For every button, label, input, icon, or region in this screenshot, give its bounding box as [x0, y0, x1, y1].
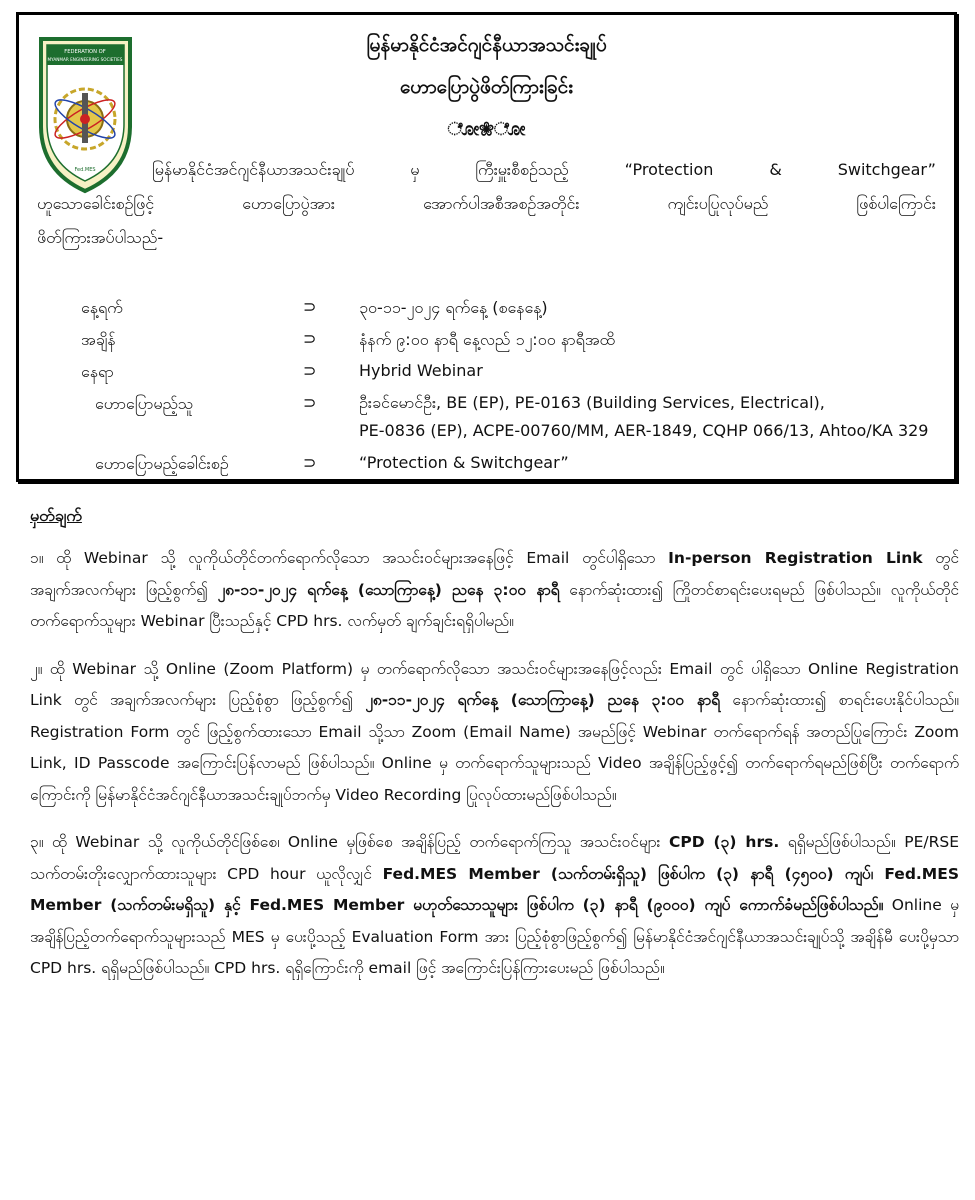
intro-line-2	[37, 187, 936, 221]
venue-label: နေရာ	[81, 362, 114, 381]
date-value: ၃၀-၁၁-၂၀၂၄ ရက်နေ့ (စနေနေ့)	[359, 298, 548, 317]
intro-word: ဟူသောခေါင်းစဉ်ဖြင့်	[37, 194, 155, 213]
intro-word: ဟောပြောပွဲအား	[242, 194, 335, 213]
document-title: မြန်မာနိုင်ငံအင်ဂျင်နီယာအသင်းချုပ်	[366, 34, 607, 56]
fee-text: Fed.MES Member (သက်တမ်းရှိသူ) ဖြစ်ပါက (၃) နာရီ (၄၅၀၀) ကျပ်၊ Fed.MES Member (သက်တမ်းမရှိသူ) နှင့် Fed.MES Member မဟုတ်သောသူများ ဖြစ်ပါက (၃) နာရီ (၉၀၀၀) ကျပ် ကောက်ခံမည်ဖြစ်ပါသည်။	[30, 864, 959, 914]
invitation-box	[16, 12, 957, 482]
registration-link-text: In-person Registration Link	[668, 549, 923, 567]
svg-text:Fed.MES: Fed.MES	[74, 167, 96, 173]
deadline-text: ၂၈-၁၁-၂၀၂၄ ရက်နေ့ (သောကြာနေ့) ညနေ ၃:၀၀ နာရီ	[365, 691, 721, 709]
notes-heading: မှတ်ချက်	[30, 506, 82, 525]
deadline-text: ၂၈-၁၁-၂၀၂၄ ရက်နေ့ (သောကြာနေ့) ညနေ ၃:၀၀ နာရီ	[217, 580, 560, 599]
topic-label: ဟောပြောမည့်ခေါင်းစဉ်	[95, 454, 229, 473]
ornament: ೋ❀ೋ	[447, 119, 526, 140]
note-paragraph-3	[30, 827, 959, 985]
speaker-value	[359, 389, 928, 445]
note-text: ၁။ ထို Webinar သို့ လူကိုယ်တိုင်တက်ရောက်လိုသော အသင်းဝင်များအနေဖြင့် Email တွင်ပါရှိသော	[30, 549, 669, 567]
note-text: ၃။ ထို Webinar သို့ လူကိုယ်တိုင်ဖြစ်စေ၊ Online မှဖြစ်စေ အချိန်ပြည့် တက်ရောက်ကြသူ အသင်းဝင်များ	[30, 833, 669, 851]
intro-word: ဖြစ်ပါကြောင်း	[856, 194, 936, 213]
separator-icon: ⊃	[303, 297, 317, 316]
topic-value: “Protection & Switchgear”	[359, 453, 569, 472]
time-label: အချိန်	[81, 330, 116, 349]
note-paragraph-1	[30, 543, 959, 638]
note-text: နောက်ဆုံးထား၍ ကြိုတင်စာရင်းပေးရမည် ဖြစ်ပါသည်။ လူကိုယ်တိုင် တက်ရောက်သူများ Webinar ပြီးသည်နှင့် CPD hrs. လက်မှတ် ချက်ချင်းရရှိပါမည်။	[30, 580, 959, 630]
note-paragraph-2	[30, 654, 959, 812]
note-text: နောက်ဆုံးထား၍ စာရင်းပေးနိုင်ပါသည်။ Registration Form တွင် ဖြည့်စွက်ထားသော Email သို့သာ Zoom (Email Name) အမည်ဖြင့် Webinar တက်ရောက်ရန် အတည်ပြုကြောင်း Zoom Link, ID Passcode အကြောင်းပြန်လာမည် ဖြစ်ပါသည်။ Online မှ တက်ရောက်သူများသည် Video အချိန်ပြည့်ဖွင့်၍ တက်ရောက်ရမည်ဖြစ်ပြီး တက်ရောက်ကြောင်းကို မြန်မာနိုင်ငံအင်ဂျင်နီယာအသင်းချုပ်ဘက်မှ Video Recording ပြုလုပ်ထားမည်ဖြစ်ပါသည်။	[30, 691, 959, 804]
time-value: နံနက် ၉:၀၀ နာရီ နေ့လည် ၁၂:၀၀ နာရီအထိ	[359, 330, 615, 349]
intro-line-3: ဖိတ်ကြားအပ်ပါသည်-	[37, 228, 164, 247]
cpd-hours-text: CPD (၃) hrs.	[668, 833, 780, 851]
note-text: တွင် အချက်အလက်များ ဖြည့်စွက်၍	[30, 549, 959, 599]
intro-word: ကျင်းပပြုလုပ်မည်	[667, 194, 769, 213]
separator-icon: ⊃	[303, 329, 317, 348]
separator-icon: ⊃	[303, 393, 317, 412]
speaker-line-1: ဦးခင်မောင်ဦး, BE (EP), PE-0163 (Building Services, Electrical),	[359, 393, 825, 412]
intro-word: ကြီးမှူးစီစဉ်သည့်	[475, 160, 569, 179]
intro-word: မှ	[410, 160, 420, 179]
date-label: နေ့ရက်	[81, 298, 123, 317]
separator-icon: ⊃	[303, 453, 317, 472]
speaker-label: ဟောပြောမည့်သူ	[95, 394, 194, 413]
note-text: ၂။ ထို Webinar သို့ Online (Zoom Platform) မှ တက်ရောက်လိုသော အသင်းဝင်များအနေဖြင့်လည်း Email တွင် ပါရှိသော Online Registration Link တွင် အချက်အလက်များ ပြည့်စုံစွာ ဖြည့်စွက်၍	[30, 659, 959, 709]
venue-value: Hybrid Webinar	[359, 361, 483, 380]
svg-text:FEDERATION OF: FEDERATION OF	[64, 49, 106, 55]
intro-word: အောက်ပါအစီအစဉ်အတိုင်း	[423, 194, 580, 213]
intro-word: “Protection	[624, 160, 714, 179]
intro-line-1	[37, 153, 936, 187]
separator-icon: ⊃	[303, 361, 317, 380]
intro-word: &	[769, 160, 782, 179]
intro-paragraph	[37, 153, 936, 255]
svg-text:MYANMAR ENGINEERING SOCIETIES: MYANMAR ENGINEERING SOCIETIES	[47, 57, 123, 62]
notes-section	[30, 505, 959, 1001]
intro-word: Switchgear”	[837, 160, 936, 179]
intro-word: မြန်မာနိုင်ငံအင်ဂျင်နီယာအသင်းချုပ်	[152, 160, 355, 179]
document-subtitle: ဟောပြောပွဲဖိတ်ကြားခြင်း	[399, 76, 574, 98]
note-text: Online မှ အချိန်ပြည့်တက်ရောက်သူများသည် MES မှ ပေးပို့သည့် Evaluation Form အား ပြည့်စုံစွာဖြည့်စွက်၍ မြန်မာနိုင်ငံအင်ဂျင်နီယာအသင်းချုပ်သို့ အချိန်မီ ပေးပို့မှသာ CPD hrs. ရရှိမည်ဖြစ်ပါသည်။ CPD hrs. ရရှိကြောင်းကို email ဖြင့် အကြောင်းပြန်ကြားပေးမည် ဖြစ်ပါသည်။	[30, 896, 960, 977]
note-text: ရရှိမည်ဖြစ်ပါသည်။ PE/RSE သက်တမ်းတိုးလျှောက်ထားသူများ CPD hour ယူလိုလျှင်	[30, 833, 959, 883]
speaker-line-2: PE-0836 (EP), ACPE-00760/MM, AER-1849, CQHP 066/13, Ahtoo/KA 329	[359, 421, 929, 440]
